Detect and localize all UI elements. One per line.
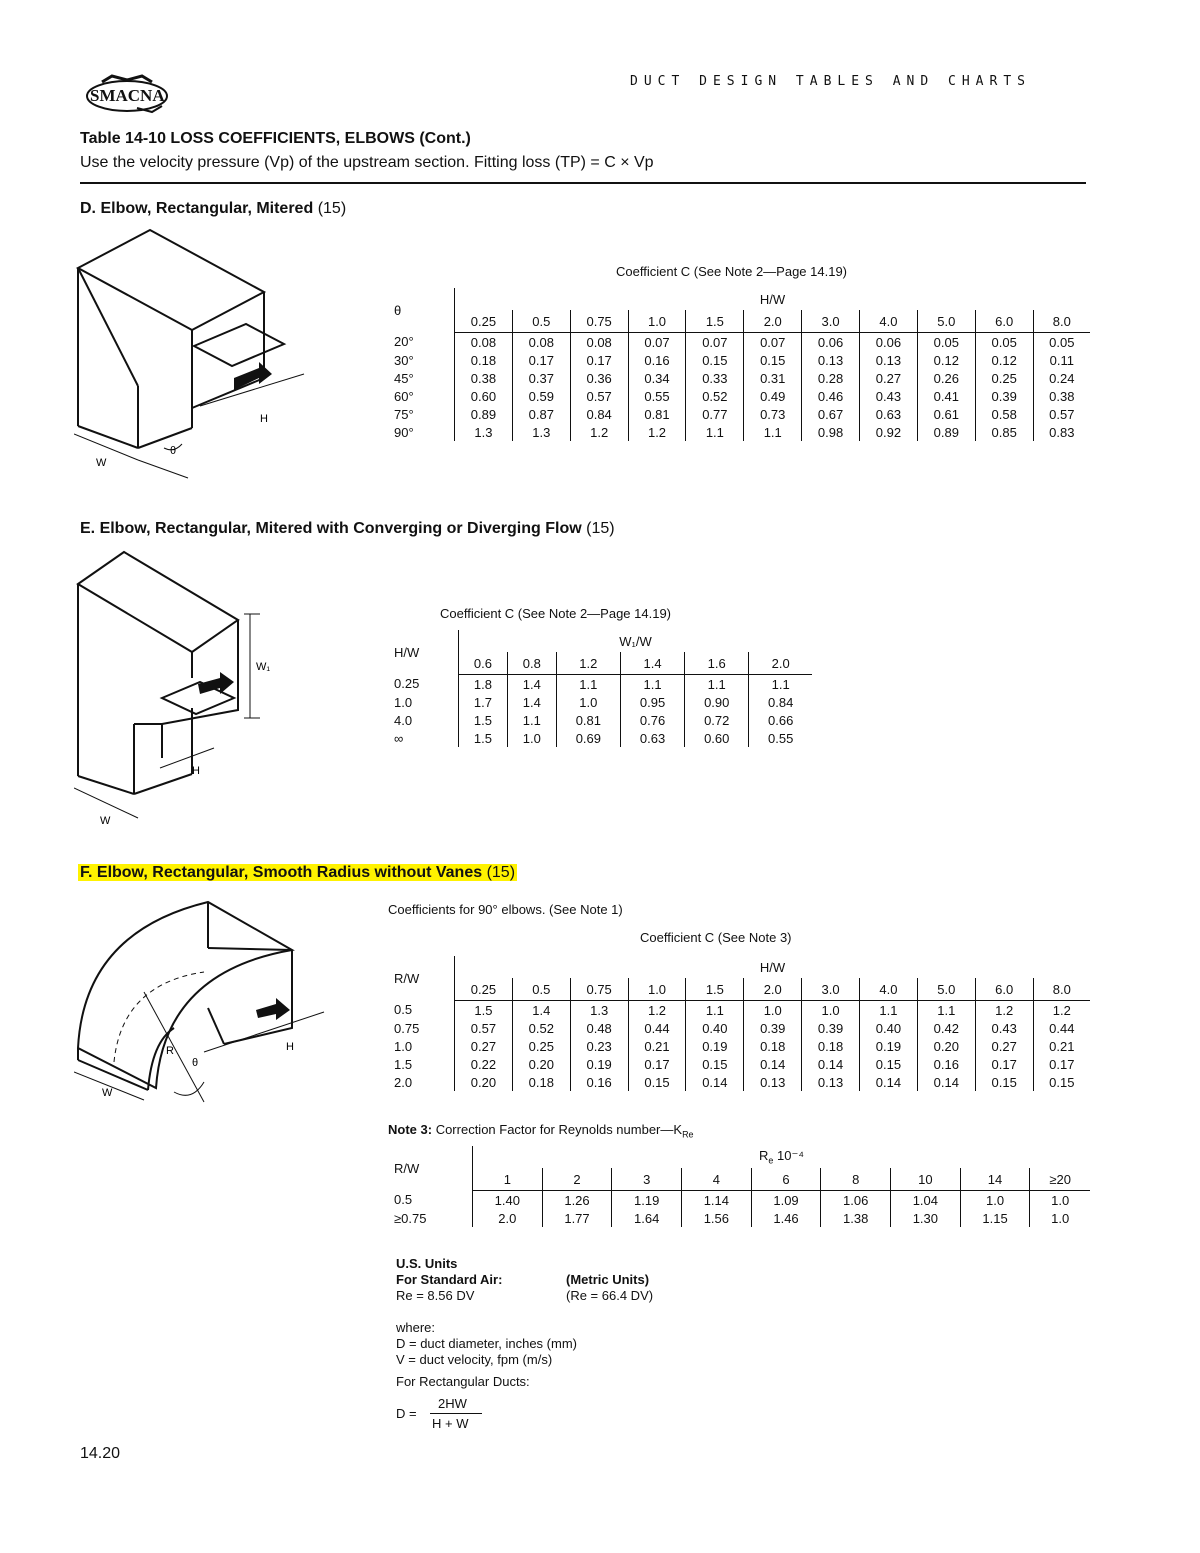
table-cell: 1.1 [749, 675, 812, 694]
table-row [392, 675, 812, 694]
row-label: 0.5 [394, 1002, 413, 1018]
table-cell: 0.11 [1033, 351, 1090, 369]
table-cell: 1.64 [612, 1209, 682, 1227]
d-w-label: W [96, 457, 107, 469]
e-h-label: H [192, 765, 200, 777]
e-col-header: 0.8 [507, 652, 556, 675]
table-cell: 0.24 [1033, 369, 1090, 387]
table-cell: 0.85 [975, 423, 1033, 441]
table-cell: 0.18 [802, 1037, 860, 1055]
table-cell: 0.18 [455, 351, 513, 369]
table-cell: 0.39 [975, 387, 1033, 405]
table-cell: 1.4 [512, 1001, 570, 1020]
d-col-header: 2.0 [744, 310, 802, 333]
d-col-header: 3.0 [802, 310, 860, 333]
table-cell: 1.0 [1030, 1191, 1090, 1210]
d-col-header: 0.5 [512, 310, 570, 333]
d-col-header: 1.0 [628, 310, 686, 333]
row-label: ∞ [394, 730, 404, 746]
table-cell: 0.43 [975, 1019, 1033, 1037]
row-label: 4.0 [394, 712, 413, 728]
table-cell: 0.16 [570, 1073, 628, 1091]
table-cell: 0.38 [1033, 387, 1090, 405]
f-row-header: R/W [394, 970, 420, 986]
table-cell: 0.81 [556, 711, 620, 729]
table-cell: 0.14 [686, 1073, 744, 1091]
table-cell: 0.66 [749, 711, 812, 729]
e-col-header: 2.0 [749, 652, 812, 675]
table-cell: 0.40 [686, 1019, 744, 1037]
table-row [392, 1037, 1090, 1055]
table-cell: 0.57 [1033, 405, 1090, 423]
table-cell: 1.1 [685, 675, 749, 694]
table-row [392, 729, 812, 747]
table-cell: 0.14 [802, 1055, 860, 1073]
table-cell: 0.61 [917, 405, 975, 423]
table-cell: 1.0 [507, 729, 556, 747]
table-cell: 0.81 [628, 405, 686, 423]
section-f-caption: Coefficient C (See Note 3) [640, 930, 792, 945]
table-cell: 0.57 [455, 1019, 513, 1037]
table-cell: 0.07 [744, 333, 802, 352]
page-number: 14.20 [80, 1445, 121, 1462]
f-col-header: 6.0 [975, 978, 1033, 1001]
table-cell: 0.60 [455, 387, 513, 405]
table-cell: 0.25 [975, 369, 1033, 387]
f-col-header: 8.0 [1033, 978, 1090, 1001]
table-cell: 0.20 [455, 1073, 513, 1091]
d-col-header: 0.25 [455, 310, 513, 333]
table-cell: 0.60 [685, 729, 749, 747]
section-f-title: F. Elbow, Rectangular, Smooth Radius without Vanes (15) [80, 864, 516, 881]
n3-col-header: 10 [891, 1168, 961, 1191]
table-cell: 0.16 [628, 351, 686, 369]
f-col-header: 0.5 [512, 978, 570, 1001]
table-cell: 0.14 [917, 1073, 975, 1091]
e-row-header: H/W [394, 644, 420, 660]
section-e-caption: Coefficient C (See Note 2—Page 14.19) [440, 606, 672, 621]
table-cell: 0.52 [512, 1019, 570, 1037]
n3-col-header: ≥20 [1030, 1168, 1090, 1191]
table-cell: 1.56 [682, 1209, 752, 1227]
table-cell: 0.17 [570, 351, 628, 369]
table-cell: 0.55 [628, 387, 686, 405]
table-row [392, 711, 812, 729]
table-cell: 1.3 [455, 423, 513, 441]
us-formula: Re = 8.56 DV [396, 1288, 475, 1303]
e-w-label: W [100, 815, 111, 827]
table-cell: 0.15 [1033, 1073, 1090, 1091]
table-row [392, 423, 1090, 441]
n3-col-header: 4 [682, 1168, 752, 1191]
table-cell: 0.34 [628, 369, 686, 387]
table-cell: 0.57 [570, 387, 628, 405]
table-row [392, 387, 1090, 405]
table-row [392, 351, 1090, 369]
table-cell: 1.40 [473, 1191, 543, 1210]
table-cell: 0.06 [802, 333, 860, 352]
table-cell: 1.1 [620, 675, 684, 694]
n3-col-header: 1 [473, 1168, 543, 1191]
table-cell: 0.33 [686, 369, 744, 387]
n3-col-group: $R_e$ 10⁻⁴ [473, 1146, 1091, 1168]
table-cell: 1.3 [570, 1001, 628, 1020]
f-col-header: 2.0 [744, 978, 802, 1001]
table-cell: 0.76 [620, 711, 684, 729]
table-cell: 1.1 [686, 1001, 744, 1020]
table-row [392, 1019, 1090, 1037]
e-col-header: 0.6 [459, 652, 508, 675]
table-cell: 1.2 [570, 423, 628, 441]
table-cell: 1.38 [821, 1209, 891, 1227]
n3-col-header: 14 [960, 1168, 1030, 1191]
table-cell: 0.40 [860, 1019, 918, 1037]
table-cell: 1.3 [512, 423, 570, 441]
table-cell: 0.16 [917, 1055, 975, 1073]
table-cell: 0.39 [744, 1019, 802, 1037]
table-cell: 0.67 [802, 405, 860, 423]
table-cell: 1.77 [542, 1209, 612, 1227]
units-block: U.S. Units For Standard Air: Re = 8.56 DV [396, 1256, 503, 1303]
row-label: 0.75 [394, 1020, 420, 1036]
d-col-header: 5.0 [917, 310, 975, 333]
table-cell: 0.89 [455, 405, 513, 423]
table-cell: 0.69 [556, 729, 620, 747]
f-col-header: 0.75 [570, 978, 628, 1001]
table-cell: 0.39 [802, 1019, 860, 1037]
row-label: 30° [394, 352, 414, 368]
n3-col-header: 8 [821, 1168, 891, 1191]
table-cell: 0.17 [512, 351, 570, 369]
table-cell: 0.90 [685, 693, 749, 711]
table-cell: 0.27 [975, 1037, 1033, 1055]
table-cell: 0.15 [744, 351, 802, 369]
table-row [392, 369, 1090, 387]
table-row [392, 333, 1090, 352]
table-row [392, 1191, 1090, 1210]
table-cell: 0.08 [455, 333, 513, 352]
table-cell: 1.04 [891, 1191, 961, 1210]
e-col-header: 1.4 [620, 652, 684, 675]
table-cell: 0.14 [744, 1055, 802, 1073]
n3-col-header: 2 [542, 1168, 612, 1191]
d-col-header: 6.0 [975, 310, 1033, 333]
d-theta-label: θ [170, 445, 177, 457]
section-e-title: E. Elbow, Rectangular, Mitered with Converging or Diverging Flow (15) [80, 520, 615, 537]
table-cell: 1.09 [751, 1191, 821, 1210]
table-cell: 1.5 [455, 1001, 513, 1020]
table-cell: 0.07 [628, 333, 686, 352]
table-row [392, 1001, 1090, 1020]
table-cell: 0.15 [686, 351, 744, 369]
table-cell: 0.36 [570, 369, 628, 387]
table-row [392, 1073, 1090, 1091]
n3-col-header: 6 [751, 1168, 821, 1191]
f-col-header: 5.0 [917, 978, 975, 1001]
table-cell: 0.21 [628, 1037, 686, 1055]
e-col-group: W₁/W [459, 630, 813, 652]
table-cell: 0.84 [570, 405, 628, 423]
row-label: 1.5 [394, 1056, 413, 1072]
n3-row-header: R/W [394, 1160, 420, 1176]
metric-block: (Metric Units) (Re = 66.4 DV) [566, 1272, 654, 1303]
table-cell: 0.83 [1033, 423, 1090, 441]
table-cell: 0.95 [620, 693, 684, 711]
table-cell: 0.98 [802, 423, 860, 441]
table-cell: 1.8 [459, 675, 508, 694]
row-label: 0.5 [394, 1192, 413, 1208]
table-cell: 0.52 [686, 387, 744, 405]
d-col-header: 4.0 [860, 310, 918, 333]
d-row-header: θ [394, 302, 402, 318]
table-cell: 1.06 [821, 1191, 891, 1210]
row-label: 45° [394, 370, 414, 386]
converging-elbow-figure [74, 548, 304, 832]
table-cell: 0.26 [917, 369, 975, 387]
table-row [392, 405, 1090, 423]
table-cell: 0.15 [686, 1055, 744, 1073]
table-cell: 1.0 [960, 1191, 1030, 1210]
n3-col-header: 3 [612, 1168, 682, 1191]
table-cell: 2.0 [473, 1209, 543, 1227]
row-label: 0.25 [394, 676, 420, 692]
f-col-group: H/W [455, 956, 1091, 978]
table-title: Table 14-10 LOSS COEFFICIENTS, ELBOWS (Cont.) [80, 130, 471, 147]
table-row [392, 1055, 1090, 1073]
table-cell: 1.2 [628, 423, 686, 441]
table-cell: 1.26 [542, 1191, 612, 1210]
f-h-label: H [286, 1041, 294, 1053]
table-cell: 0.27 [455, 1037, 513, 1055]
table-cell: 0.05 [917, 333, 975, 352]
table-cell: 0.08 [570, 333, 628, 352]
table-cell: 0.77 [686, 405, 744, 423]
table-cell: 1.30 [891, 1209, 961, 1227]
table-cell: 1.1 [686, 423, 744, 441]
table-subtitle: Use the velocity pressure (Vp) of the upstream section. Fitting loss (TP) = C × Vp [80, 154, 654, 171]
table-cell: 1.0 [1030, 1209, 1090, 1227]
table-cell: 0.19 [686, 1037, 744, 1055]
table-cell: 0.12 [975, 351, 1033, 369]
table-cell: 0.21 [1033, 1037, 1090, 1055]
table-cell: 1.15 [960, 1209, 1030, 1227]
e-w1-label: W₁ [256, 661, 271, 673]
row-label: 1.0 [394, 1038, 413, 1054]
smooth-radius-elbow-figure [74, 892, 334, 1114]
table-cell: 1.1 [507, 711, 556, 729]
table-cell: 0.17 [975, 1055, 1033, 1073]
table-cell: 1.0 [802, 1001, 860, 1020]
table-cell: 1.19 [612, 1191, 682, 1210]
f-r-label: R [166, 1045, 174, 1057]
section-d-caption: Coefficient C (See Note 2—Page 14.19) [616, 264, 848, 279]
table-cell: 0.73 [744, 405, 802, 423]
metric-formula: (Re = 66.4 DV) [566, 1288, 654, 1303]
section-e-table [392, 630, 812, 747]
table-cell: 0.23 [570, 1037, 628, 1055]
table-cell: 0.13 [802, 1073, 860, 1091]
table-cell: 0.13 [744, 1073, 802, 1091]
f-col-header: 1.5 [686, 978, 744, 1001]
table-cell: 0.28 [802, 369, 860, 387]
table-cell: 1.0 [744, 1001, 802, 1020]
f-col-header: 0.25 [455, 978, 513, 1001]
table-cell: 1.5 [459, 711, 508, 729]
header-rule [80, 182, 1086, 184]
e-col-header: 1.6 [685, 652, 749, 675]
table-cell: 0.05 [1033, 333, 1090, 352]
table-cell: 0.08 [512, 333, 570, 352]
table-cell: 0.18 [512, 1073, 570, 1091]
table-cell: 0.63 [860, 405, 918, 423]
table-cell: 0.87 [512, 405, 570, 423]
table-cell: 0.37 [512, 369, 570, 387]
table-cell: 0.15 [628, 1073, 686, 1091]
table-cell: 0.17 [628, 1055, 686, 1073]
table-cell: 0.19 [860, 1037, 918, 1055]
row-label: 60° [394, 388, 414, 404]
table-cell: 1.5 [459, 729, 508, 747]
table-cell: 0.18 [744, 1037, 802, 1055]
table-row [392, 693, 812, 711]
table-cell: 0.13 [860, 351, 918, 369]
d-h-label: H [260, 413, 268, 425]
table-cell: 0.25 [512, 1037, 570, 1055]
table-cell: 1.2 [1033, 1001, 1090, 1020]
table-cell: 0.43 [860, 387, 918, 405]
f-col-header: 4.0 [860, 978, 918, 1001]
where-block: where: D = duct diameter, inches (mm) V = duct velocity, fpm (m/s) For Rectangular Ducts: [396, 1320, 577, 1389]
table-cell: 1.4 [507, 675, 556, 694]
logo-text: SMACNA [90, 86, 165, 105]
table-cell: 1.0 [556, 693, 620, 711]
row-label: 1.0 [394, 694, 413, 710]
f-col-header: 3.0 [802, 978, 860, 1001]
table-cell: 0.15 [975, 1073, 1033, 1091]
f-col-header: 1.0 [628, 978, 686, 1001]
note3-table [392, 1146, 1090, 1227]
row-label: ≥0.75 [394, 1210, 427, 1226]
table-cell: 0.42 [917, 1019, 975, 1037]
row-label: 2.0 [394, 1074, 413, 1090]
table-cell: 0.84 [749, 693, 812, 711]
table-cell: 0.59 [512, 387, 570, 405]
row-label: 20° [394, 334, 414, 350]
smacna-logo [82, 72, 172, 116]
f-theta-label: θ [192, 1057, 199, 1069]
table-cell: 1.1 [556, 675, 620, 694]
section-f-intro: Coefficients for 90° elbows. (See Note 1) [388, 902, 623, 917]
running-head: DUCT DESIGN TABLES AND CHARTS [630, 74, 1031, 89]
table-cell: 1.1 [860, 1001, 918, 1020]
f-w-label: W [102, 1087, 113, 1099]
table-cell: 0.20 [917, 1037, 975, 1055]
table-cell: 0.22 [455, 1055, 513, 1073]
table-cell: 0.05 [975, 333, 1033, 352]
table-cell: 1.1 [744, 423, 802, 441]
table-cell: 1.2 [975, 1001, 1033, 1020]
table-cell: 1.2 [628, 1001, 686, 1020]
mitered-elbow-figure [74, 228, 324, 488]
table-cell: 0.48 [570, 1019, 628, 1037]
section-d-table [392, 288, 1090, 441]
d-col-header: 8.0 [1033, 310, 1090, 333]
section-f-table [392, 956, 1090, 1091]
row-label: 75° [394, 406, 414, 422]
rect-formula: D = 2HW H + W [396, 1396, 516, 1436]
d-col-header: 0.75 [570, 310, 628, 333]
table-cell: 0.19 [570, 1055, 628, 1073]
table-cell: 0.92 [860, 423, 918, 441]
table-cell: 0.13 [802, 351, 860, 369]
table-cell: 0.89 [917, 423, 975, 441]
table-cell: 0.06 [860, 333, 918, 352]
table-cell: 0.31 [744, 369, 802, 387]
table-cell: 0.44 [628, 1019, 686, 1037]
table-cell: 0.72 [685, 711, 749, 729]
table-cell: 1.4 [507, 693, 556, 711]
note3-title: Note 3: Correction Factor for Reynolds $number—K_{Re}$ [388, 1122, 694, 1140]
table-cell: 1.1 [917, 1001, 975, 1020]
table-cell: 0.20 [512, 1055, 570, 1073]
table-cell: 0.46 [802, 387, 860, 405]
e-col-header: 1.2 [556, 652, 620, 675]
table-cell: 0.17 [1033, 1055, 1090, 1073]
table-cell: 0.58 [975, 405, 1033, 423]
table-cell: 0.41 [917, 387, 975, 405]
table-cell: 0.27 [860, 369, 918, 387]
d-col-group: H/W [455, 288, 1091, 310]
d-col-header: 1.5 [686, 310, 744, 333]
table-cell: 0.44 [1033, 1019, 1090, 1037]
table-cell: 0.12 [917, 351, 975, 369]
table-cell: 0.49 [744, 387, 802, 405]
table-cell: 0.07 [686, 333, 744, 352]
section-d-title: D. Elbow, Rectangular, Mitered (15) [80, 200, 347, 217]
table-cell: 0.55 [749, 729, 812, 747]
row-label: 90° [394, 424, 414, 440]
table-cell: 1.7 [459, 693, 508, 711]
table-cell: 1.14 [682, 1191, 752, 1210]
table-cell: 1.46 [751, 1209, 821, 1227]
table-cell: 0.14 [860, 1073, 918, 1091]
table-cell: 0.38 [455, 369, 513, 387]
table-cell: 0.15 [860, 1055, 918, 1073]
table-cell: 0.63 [620, 729, 684, 747]
table-row [392, 1209, 1090, 1227]
